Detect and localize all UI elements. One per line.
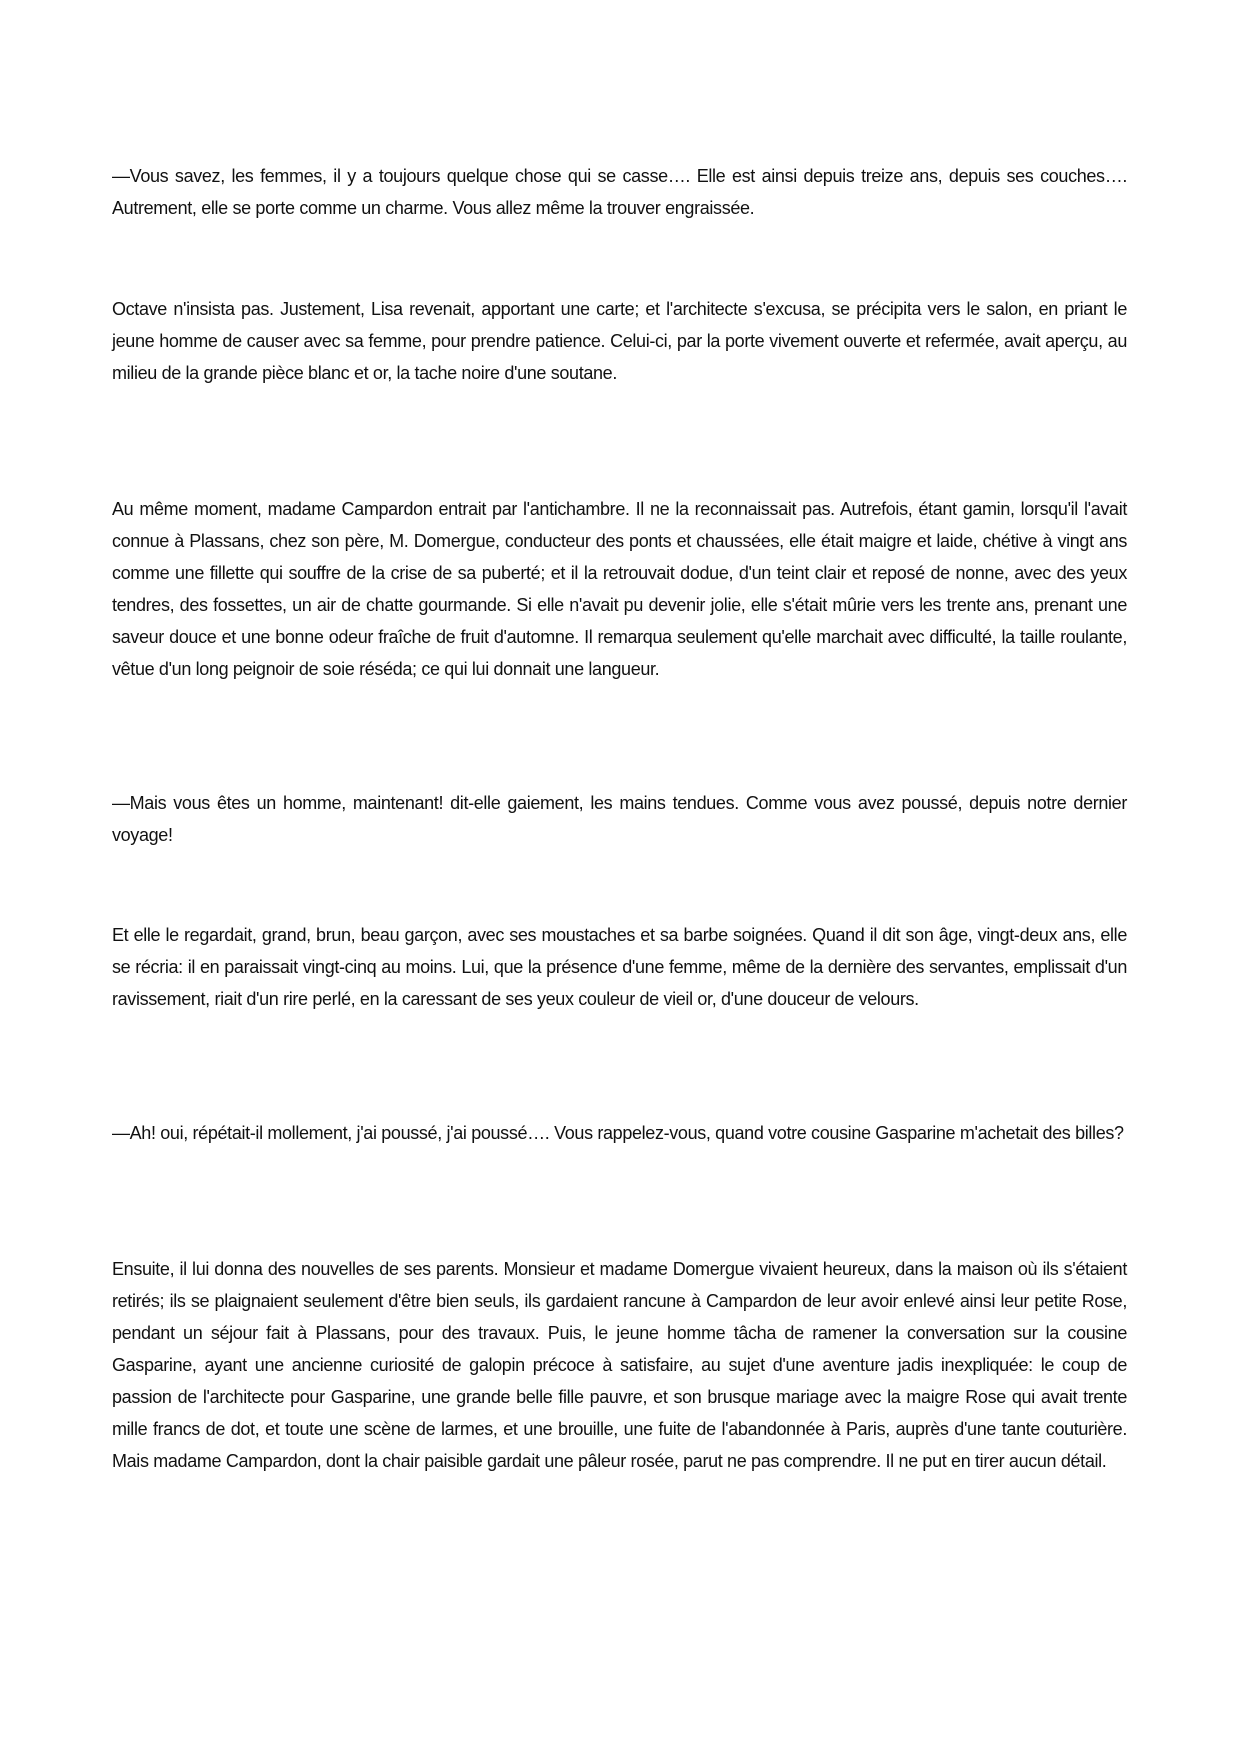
paragraph: —Ah! oui, répétait-il mollement, j'ai poussé, j'ai poussé…. Vous rappelez-vous, quand votre cousine Gasparine m'achetait des billes?: [112, 1123, 1124, 1143]
paragraph: Ensuite, il lui donna des nouvelles de ses parents. Monsieur et madame Domergue vivaient heureux, dans la maison où ils s'étaient retirés; ils se plaignaient seulement d'être bien seuls, ils gardaient rancune à Campardon de leur avoir enlevé ainsi leur petite Rose, pendant un séjour fait à Plassans, pour des travaux. Puis, le jeune homme tâcha de ramener la conversation sur la cousine Gasparine, ayant une ancienne curiosité de galopin précoce à satisfaire, au sujet d'une aventure jadis inexpliquée: le coup de passion de l'architecte pour Gasparine, une grande belle fille pauvre, et son brusque mariage avec la maigre Rose qui avait trente mille francs de dot, et toute une scène de larmes, et une brouille, une fuite de l'abandonnée à Paris, auprès d'une tante couturière. Mais madame Campardon, dont la chair paisible gardait une pâleur rosée, parut ne pas comprendre. Il ne put en tirer aucun détail.: [112, 1259, 1127, 1471]
paragraph: Octave n'insista pas. Justement, Lisa revenait, apportant une carte; et l'architecte s'excusa, se précipita vers le salon, en priant le jeune homme de causer avec sa femme, pour prendre patience. Celui-ci, par la porte vivement ouverte et refermée, avait aperçu, au milieu de la grande pièce blanc et or, la tache noire d'une soutane.: [112, 299, 1127, 383]
paragraph: Au même moment, madame Campardon entrait par l'antichambre. Il ne la reconnaissait pas. Autrefois, étant gamin, lorsqu'il l'avait connue à Plassans, chez son père, M. Domergue, conducteur des ponts et chaussées, elle était maigre et laide, chétive à vingt ans comme une fillette qui souffre de la crise de sa puberté; et il la retrouvait dodue, d'un teint clair et reposé de nonne, avec des yeux tendres, des fossettes, un air de chatte gourmande. Si elle n'avait pu devenir jolie, elle s'était mûrie vers les trente ans, prenant une saveur douce et une bonne odeur fraîche de fruit d'automne. Il remarqua seulement qu'elle marchait avec difficulté, la taille roulante, vêtue d'un long peignoir de soie réséda; ce qui lui donnait une langueur.: [112, 499, 1127, 679]
paragraph: —Vous savez, les femmes, il y a toujours quelque chose qui se casse…. Elle est ainsi depuis treize ans, depuis ses couches…. Autrement, elle se porte comme un charme. Vous allez même la trouver engraissée.: [112, 166, 1127, 218]
paragraph: —Mais vous êtes un homme, maintenant! dit-elle gaiement, les mains tendues. Comme vous avez poussé, depuis notre dernier voyage!: [112, 793, 1127, 845]
paragraph: Et elle le regardait, grand, brun, beau garçon, avec ses moustaches et sa barbe soignées. Quand il dit son âge, vingt-deux ans, elle se récria: il en paraissait vingt-cinq au moins. Lui, que la présence d'une femme, même de la dernière des servantes, emplissait d'un ravissement, riait d'un rire perlé, en la caressant de ses yeux couleur de vieil or, d'une douceur de velours.: [112, 925, 1127, 1009]
